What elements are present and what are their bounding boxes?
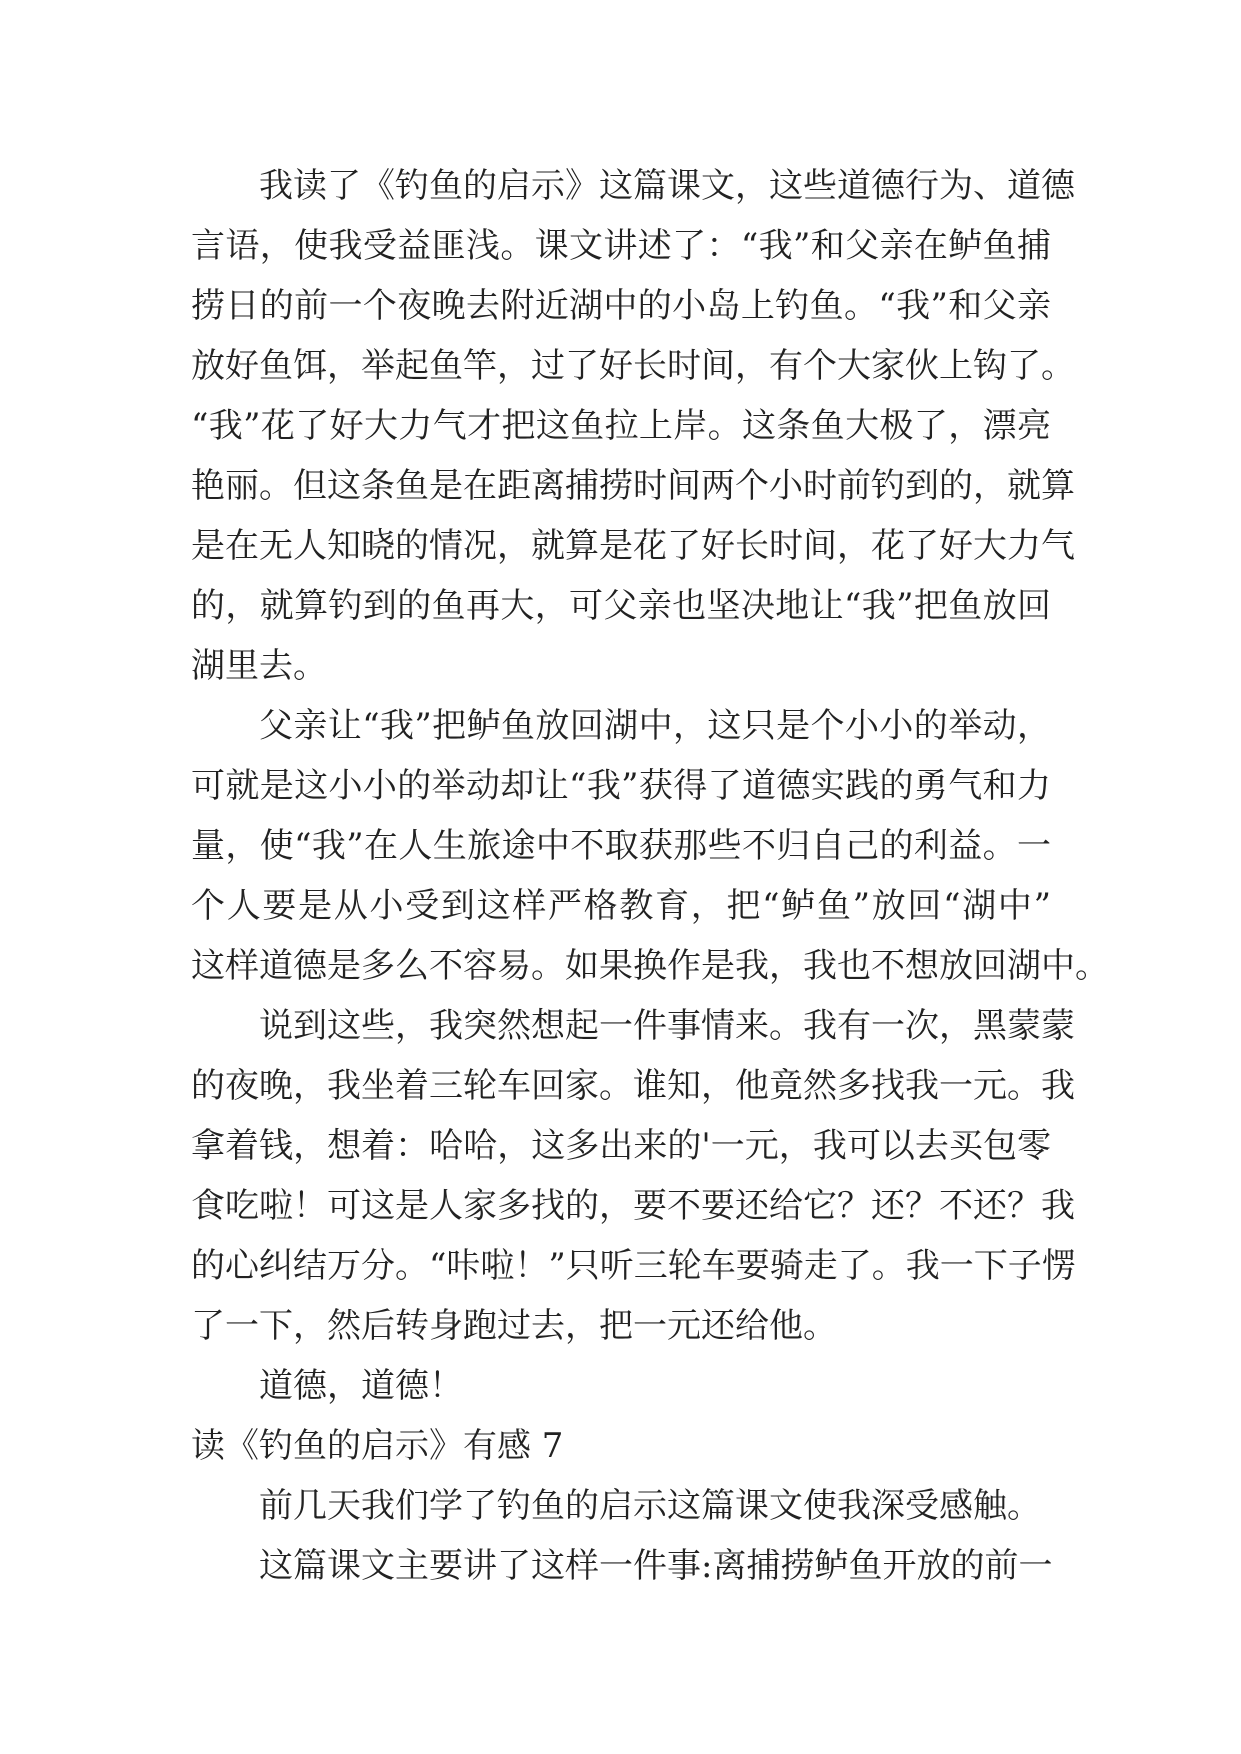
text-line: 道德，道德！ [259, 1366, 463, 1406]
text-line: 量，使“我”在人生旅途中不取获那些不归自己的利益。一 [191, 826, 1051, 866]
text-line: 湖里去。 [191, 646, 327, 686]
text-line: 这篇课文主要讲了这样一件事:离捕捞鲈鱼开放的前一 [259, 1546, 1053, 1586]
text-line: “我”花了好大力气才把这鱼拉上岸。这条鱼大极了，漂亮 [191, 406, 1051, 446]
text-line: 这样道德是多么不容易。如果换作是我，我也不想放回湖中。 [191, 946, 1109, 986]
text-line: 我读了《钓鱼的启示》这篇课文，这些道德行为、道德 [259, 166, 1075, 206]
text-line: 放好鱼饵，举起鱼竿，过了好长时间，有个大家伙上钩了。 [191, 346, 1075, 386]
text-line: 前几天我们学了钓鱼的启示这篇课文使我深受感触。 [259, 1486, 1041, 1526]
text-line: 的夜晚，我坐着三轮车回家。谁知，他竟然多找我一元。我 [191, 1066, 1075, 1106]
paragraph [191, 1356, 1051, 1416]
text-line: 可就是这小小的举动却让“我”获得了道德实践的勇气和力 [191, 766, 1051, 806]
text-line: 是在无人知晓的情况，就算是花了好长时间，花了好大力气 [191, 526, 1075, 566]
text-line: 了一下，然后转身跑过去，把一元还给他。 [191, 1306, 837, 1346]
text-line: 食吃啦！可这是人家多找的，要不要还给它？还？不还？我 [191, 1186, 1075, 1226]
text-line: 的心纠结万分。“咔啦！”只听三轮车要骑走了。我一下子愣 [191, 1246, 1076, 1286]
text-line: 艳丽。但这条鱼是在距离捕捞时间两个小时前钓到的，就算 [191, 466, 1075, 506]
text-line: 言语，使我受益匪浅。课文讲述了：“我”和父亲在鲈鱼捕 [191, 226, 1051, 266]
text-line: 说到这些，我突然想起一件事情来。我有一次，黑蒙蒙 [259, 1006, 1075, 1046]
text-line: 拿着钱，想着：哈哈，这多出来的'一元，我可以去买包零 [191, 1126, 1051, 1166]
text-line: 个人要是从小受到这样严格教育，把“鲈鱼”放回“湖中” [191, 886, 1051, 926]
text-line: 的，就算钓到的鱼再大，可父亲也坚决地让“我”把鱼放回 [191, 586, 1051, 626]
paragraph [191, 996, 1076, 1356]
section-heading: 读《钓鱼的启示》有感 7 [191, 1426, 564, 1466]
text-line: 捞日的前一个夜晚去附近湖中的小岛上钓鱼。“我”和父亲 [191, 286, 1051, 326]
essay-body [191, 156, 1109, 1596]
paragraph [191, 1476, 1051, 1536]
paragraph [191, 1536, 1051, 1596]
paragraph [191, 696, 1109, 996]
paragraph [191, 156, 1075, 696]
text-line: 父亲让“我”把鲈鱼放回湖中，这只是个小小的举动， [259, 706, 1051, 746]
